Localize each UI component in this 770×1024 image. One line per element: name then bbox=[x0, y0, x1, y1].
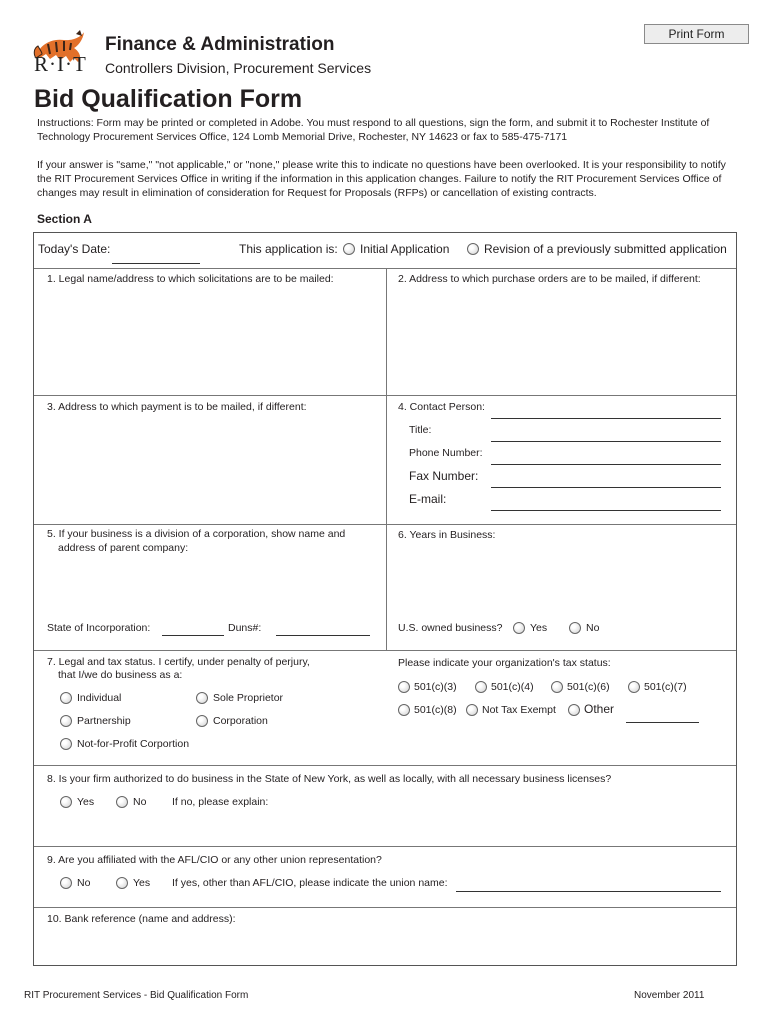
partnership-label: Partnership bbox=[77, 715, 131, 727]
email-label: E-mail: bbox=[409, 492, 447, 506]
sole-proprietor-label: Sole Proprietor bbox=[213, 692, 284, 704]
contact-person-field[interactable] bbox=[491, 418, 721, 419]
q8-explain-field[interactable] bbox=[272, 790, 727, 842]
years-in-business-field[interactable] bbox=[392, 546, 732, 611]
todays-date-field[interactable] bbox=[112, 263, 200, 264]
q10-label: 10. Bank reference (name and address): bbox=[47, 913, 236, 925]
not-tax-exempt-label: Not Tax Exempt bbox=[482, 704, 556, 716]
us-owned-yes-label: Yes bbox=[530, 622, 548, 634]
q8-explain-label: If no, please explain: bbox=[172, 796, 269, 808]
sole-proprietor-radio[interactable] bbox=[196, 692, 208, 704]
q9-no-radio[interactable] bbox=[60, 877, 72, 889]
q3-label: 3. Address to which payment is to be mailed, if different: bbox=[47, 401, 307, 413]
tax-other-field[interactable] bbox=[626, 722, 699, 723]
fax-label: Fax Number: bbox=[409, 469, 479, 483]
us-owned-yes-radio[interactable] bbox=[513, 622, 525, 634]
q2-field[interactable] bbox=[392, 290, 732, 390]
individual-radio[interactable] bbox=[60, 692, 72, 704]
tax-other-label: Other bbox=[584, 702, 615, 716]
tax-501c6-radio[interactable] bbox=[551, 681, 563, 693]
instructions-paragraph: Instructions: Form may be printed or completed in Adobe. You must respond to all questions, sign the form, and submit it to Rochester Institute of Technology Procurement Services Office, 124 Lomb Memorial Drive, Rochester, NY 14623 or fax to 585-475-7171 bbox=[37, 117, 710, 143]
q2-label: 2. Address to which purchase orders are to be mailed, if different: bbox=[398, 273, 701, 285]
revision-application-radio[interactable] bbox=[467, 243, 479, 255]
initial-application-label: Initial Application bbox=[360, 242, 450, 256]
notice-paragraph: If your answer is "same," "not applicable," or "none," please write this to indicate no questions have been overlooked. It is your responsibility to notify the RIT Procurement Services Office in writing if the information in this application changes. Failure to notify the RIT Procurement Services Office of changes may result in elimination of consideration for Request for Proposals (RFPs) or cancellation of existing contracts. bbox=[37, 159, 726, 199]
tax-501c3-radio[interactable] bbox=[398, 681, 410, 693]
us-owned-no-radio[interactable] bbox=[569, 622, 581, 634]
section-a-heading: Section A bbox=[37, 212, 92, 226]
department-title: Finance & Administration bbox=[105, 34, 335, 55]
title-field[interactable] bbox=[491, 441, 721, 442]
us-owned-label: U.S. owned business? bbox=[398, 622, 503, 634]
print-form-button[interactable]: Print Form bbox=[644, 24, 749, 44]
footer-date: November 2011 bbox=[634, 990, 705, 1001]
q5-field[interactable] bbox=[40, 558, 380, 613]
title-label: Title: bbox=[409, 424, 432, 436]
nonprofit-label: Not-for-Profit Corportion bbox=[77, 738, 190, 750]
todays-date-label: Today's Date: bbox=[38, 242, 111, 256]
tax-501c7-radio[interactable] bbox=[628, 681, 640, 693]
tax-501c4-radio[interactable] bbox=[475, 681, 487, 693]
q9-yes-label: Yes bbox=[133, 877, 151, 889]
phone-field[interactable] bbox=[491, 464, 721, 465]
q7-label-line2: that I/we do business as a: bbox=[58, 669, 183, 681]
initial-application-radio[interactable] bbox=[343, 243, 355, 255]
q9-union-label: If yes, other than AFL/CIO, please indicate the union name: bbox=[172, 877, 448, 889]
footer-form-name: RIT Procurement Services - Bid Qualification Form bbox=[24, 990, 249, 1001]
rit-logo-text: R·I·T bbox=[34, 52, 87, 76]
q8-label: 8. Is your firm authorized to do business in the State of New York, as well as locally, with all necessary business licenses? bbox=[47, 773, 612, 785]
q6-label: 6. Years in Business: bbox=[398, 529, 496, 541]
tax-other-radio[interactable] bbox=[568, 704, 580, 716]
q8-yes-radio[interactable] bbox=[60, 796, 72, 808]
state-incorporation-label: State of Incorporation: bbox=[47, 622, 151, 634]
partnership-radio[interactable] bbox=[60, 715, 72, 727]
tax-501c3-label: 501(c)(3) bbox=[414, 681, 457, 693]
tax-501c6-label: 501(c)(6) bbox=[567, 681, 610, 693]
tax-status-label: Please indicate your organization's tax status: bbox=[398, 657, 611, 669]
revision-application-label: Revision of a previously submitted application bbox=[484, 242, 727, 256]
union-name-field[interactable] bbox=[456, 891, 721, 892]
tax-501c8-label: 501(c)(8) bbox=[414, 704, 457, 716]
tax-501c4-label: 501(c)(4) bbox=[491, 681, 534, 693]
tax-501c8-radio[interactable] bbox=[398, 704, 410, 716]
individual-label: Individual bbox=[77, 692, 122, 704]
q9-label: 9. Are you affiliated with the AFL/CIO or any other union representation? bbox=[47, 854, 382, 866]
nonprofit-radio[interactable] bbox=[60, 738, 72, 750]
q1-label: 1. Legal name/address to which solicitations are to be mailed: bbox=[47, 273, 334, 285]
phone-label: Phone Number: bbox=[409, 447, 483, 459]
q5-label-line1: 5. If your business is a division of a corporation, show name and bbox=[47, 528, 346, 540]
q1-field[interactable] bbox=[40, 290, 380, 390]
duns-label: Duns#: bbox=[228, 622, 262, 634]
q5-label-line2: address of parent company: bbox=[58, 542, 189, 554]
bank-reference-field[interactable] bbox=[40, 930, 730, 964]
q8-no-radio[interactable] bbox=[116, 796, 128, 808]
corporation-label: Corporation bbox=[213, 715, 268, 727]
us-owned-no-label: No bbox=[586, 622, 600, 634]
q8-no-label: No bbox=[133, 796, 147, 808]
corporation-radio[interactable] bbox=[196, 715, 208, 727]
q8-yes-label: Yes bbox=[77, 796, 95, 808]
state-incorporation-field[interactable] bbox=[162, 635, 224, 636]
fax-field[interactable] bbox=[491, 487, 721, 488]
q9-no-label: No bbox=[77, 877, 91, 889]
email-field[interactable] bbox=[491, 510, 721, 511]
q3-field[interactable] bbox=[40, 418, 380, 518]
tax-501c7-label: 501(c)(7) bbox=[644, 681, 687, 693]
q7-label-line1: 7. Legal and tax status. I certify, under penalty of perjury, bbox=[47, 656, 310, 668]
duns-field[interactable] bbox=[276, 635, 370, 636]
page-title: Bid Qualification Form bbox=[34, 85, 303, 113]
not-tax-exempt-radio[interactable] bbox=[466, 704, 478, 716]
q4-contact-label: 4. Contact Person: bbox=[398, 401, 485, 413]
q9-yes-radio[interactable] bbox=[116, 877, 128, 889]
division-subtitle: Controllers Division, Procurement Services bbox=[105, 60, 372, 76]
application-type-label: This application is: bbox=[239, 242, 338, 256]
